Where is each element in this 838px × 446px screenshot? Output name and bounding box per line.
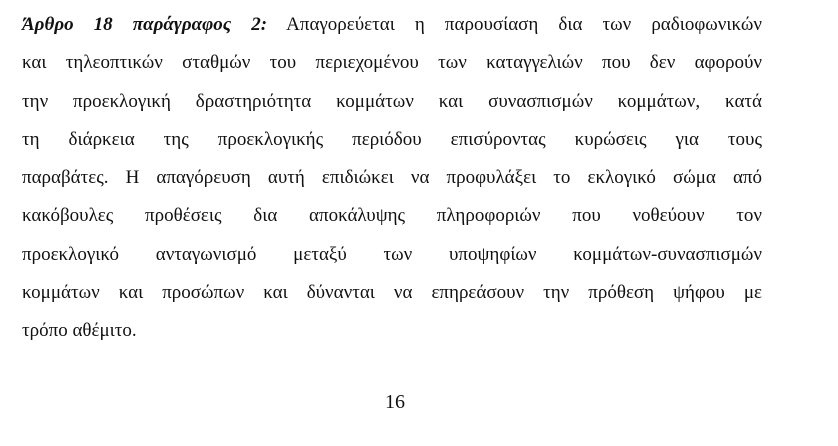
paragraph-line-7: προεκλογικό ανταγωνισμό μεταξύ των υποψηφίων κομμάτων-συνασπισμών — [22, 243, 762, 265]
paragraph-line-3: την προεκλογική δραστηριότητα κομμάτων και συνασπισμών κομμάτων, κατά — [22, 90, 762, 112]
paragraph-line-4: τη διάρκεια της προεκλογικής περιόδου επισύροντας κυρώσεις για τους — [22, 128, 762, 150]
paragraph-line-9: τρόπο αθέμιτο. — [22, 320, 137, 342]
paragraph-line-8: κομμάτων και προσώπων και δύνανται να επηρεάσουν την πρόθεση ψήφου με — [22, 282, 762, 304]
paragraph-line-1 — [22, 6, 762, 44]
page-number: 16 — [385, 391, 405, 413]
paragraph-line-2: και τηλεοπτικών σταθμών του περιεχομένου των καταγγελιών που δεν αφορούν — [22, 52, 762, 74]
paragraph-line-5: παραβάτες. Η απαγόρευση αυτή επιδιώκει να προφυλάξει το εκλογικό σώμα από — [22, 167, 762, 189]
paragraph-line-6: κακόβουλες προθέσεις δια αποκάλυψης πληροφοριών που νοθεύουν τον — [22, 205, 762, 227]
article-paragraph — [22, 6, 762, 351]
paragraph-line-1-text: Απαγορεύεται η παρουσίαση δια των ραδιοφωνικών — [267, 14, 762, 35]
article-heading: Άρθρο 18 παράγραφος 2: — [22, 14, 268, 35]
